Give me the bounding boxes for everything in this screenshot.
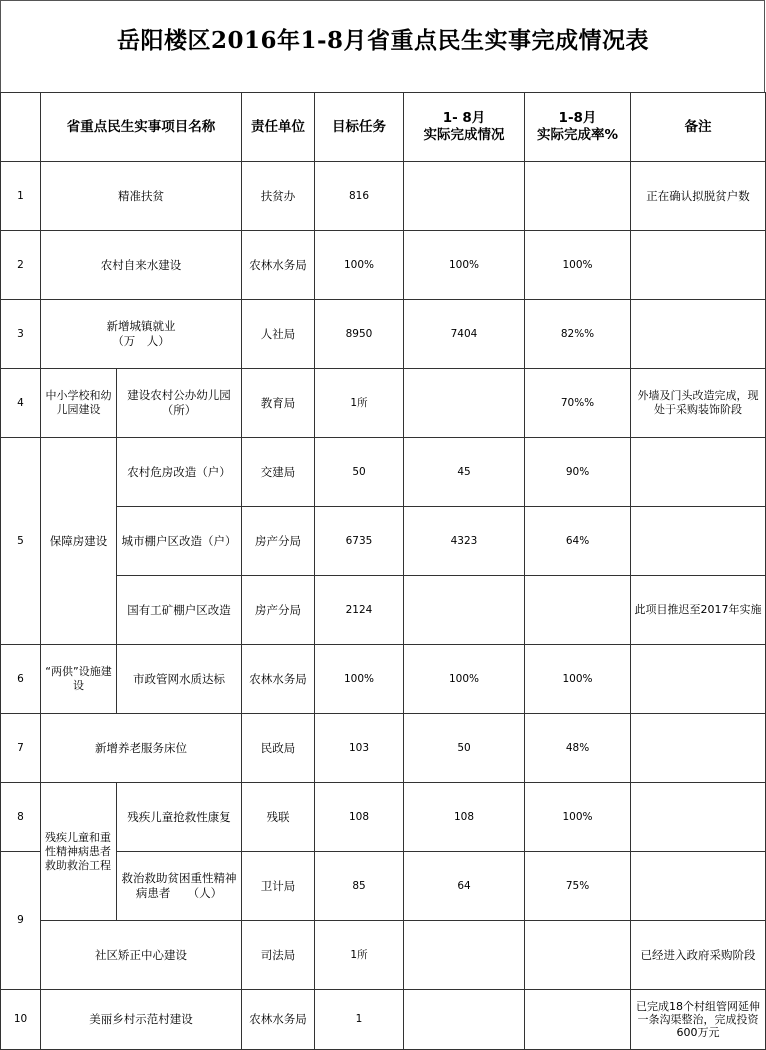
project-name: 建设农村公办幼儿园（所） [117,369,242,438]
row-number: 4 [1,369,41,438]
rate-cell [525,921,631,990]
target-cell: 100% [315,645,404,714]
row-number: 8 [1,783,41,852]
note-cell: 已经进入政府采购阶段 [631,921,766,990]
table-row [1,438,766,507]
dept-cell: 扶贫办 [242,162,315,231]
rate-cell: 100% [525,645,631,714]
rate-cell: 82%% [525,300,631,369]
rate-cell [525,162,631,231]
target-cell: 50 [315,438,404,507]
dept-cell: 农林水务局 [242,231,315,300]
header-target: 目标任务 [315,93,404,162]
dept-cell: 残联 [242,783,315,852]
note-cell [631,645,766,714]
actual-cell: 64 [404,852,525,921]
note-cell: 已完成18个村组管网延伸一条沟渠整治，完成投资600万元 [631,990,766,1050]
table-row [1,783,766,852]
actual-cell: 100% [404,231,525,300]
project-name: 精准扶贫 [41,162,242,231]
project-group: “两供”设施建设 [41,645,117,714]
note-cell [631,783,766,852]
rate-cell: 100% [525,783,631,852]
actual-cell [404,576,525,645]
row-number: 6 [1,645,41,714]
header-actual-line2: 实际完成情况 [423,127,505,143]
project-name: 救治救助贫困重性精神病患者 （人） [117,852,242,921]
project-name: 国有工矿棚户区改造 [117,576,242,645]
header-index [1,93,41,162]
rate-cell: 90% [525,438,631,507]
actual-cell: 7404 [404,300,525,369]
row-number: 2 [1,231,41,300]
actual-cell: 4323 [404,507,525,576]
project-name [41,300,242,369]
target-cell: 8950 [315,300,404,369]
header-dept: 责任单位 [242,93,315,162]
header-actual [404,93,525,162]
header-note: 备注 [631,93,766,162]
table-row [1,300,766,369]
actual-cell [404,990,525,1050]
actual-cell: 100% [404,645,525,714]
rate-cell [525,576,631,645]
project-group: 保障房建设 [41,438,117,645]
dept-cell: 卫计局 [242,852,315,921]
header-row [1,93,766,162]
note-cell [631,507,766,576]
project-name: 农村危房改造（户） [117,438,242,507]
actual-cell [404,162,525,231]
row-number: 10 [1,990,41,1050]
target-cell: 6735 [315,507,404,576]
project-name: 新增养老服务床位 [41,714,242,783]
table-row [1,645,766,714]
dept-cell: 房产分局 [242,507,315,576]
actual-cell [404,921,525,990]
header-name: 省重点民生实事项目名称 [41,93,242,162]
rate-cell: 48% [525,714,631,783]
target-cell: 2124 [315,576,404,645]
table-row [1,369,766,438]
actual-cell: 108 [404,783,525,852]
project-name: 美丽乡村示范村建设 [41,990,242,1050]
actual-cell: 45 [404,438,525,507]
row-number: 7 [1,714,41,783]
project-group: 中小学校和幼儿园建设 [41,369,117,438]
target-cell: 816 [315,162,404,231]
dept-cell: 人社局 [242,300,315,369]
actual-cell [404,369,525,438]
note-cell [631,438,766,507]
livelihood-projects-table [0,92,766,1050]
row-number: 3 [1,300,41,369]
page-title: 岳阳楼区2016年1-8月省重点民生实事完成情况表 [116,27,650,54]
table-row [1,162,766,231]
note-cell [631,231,766,300]
project-group: 残疾儿童和重性精神病患者救助救治工程 [41,783,117,921]
header-actual-line1: 1- 8月 [442,110,486,126]
target-cell: 1 [315,990,404,1050]
project-name: 市政管网水质达标 [117,645,242,714]
table-row [1,990,766,1050]
dept-cell: 交建局 [242,438,315,507]
actual-cell: 50 [404,714,525,783]
rate-cell: 64% [525,507,631,576]
note-cell [631,300,766,369]
dept-cell: 房产分局 [242,576,315,645]
table-row [1,714,766,783]
header-rate-line1: 1-8月 [558,110,597,126]
project-name-line2: （万 人） [112,334,170,348]
dept-cell: 教育局 [242,369,315,438]
header-rate-line2: 实际完成率% [536,127,619,143]
rate-cell [525,990,631,1050]
project-name: 农村自来水建设 [41,231,242,300]
target-cell: 1所 [315,369,404,438]
row-number: 9 [1,852,41,990]
note-cell [631,852,766,921]
row-number: 5 [1,438,41,645]
dept-cell: 司法局 [242,921,315,990]
project-name: 城市棚户区改造（户） [117,507,242,576]
note-cell [631,714,766,783]
project-name: 残疾儿童抢救性康复 [117,783,242,852]
project-name-line1: 新增城镇就业 [106,319,176,333]
note-cell: 此项目推迟至2017年实施 [631,576,766,645]
rate-cell: 70%% [525,369,631,438]
header-rate [525,93,631,162]
rate-cell: 100% [525,231,631,300]
row-number: 1 [1,162,41,231]
note-cell: 外墙及门头改造完成，现处于采购装饰阶段 [631,369,766,438]
target-cell: 85 [315,852,404,921]
dept-cell: 农林水务局 [242,645,315,714]
table-row [1,921,766,990]
target-cell: 100% [315,231,404,300]
table-row [1,231,766,300]
target-cell: 1所 [315,921,404,990]
target-cell: 103 [315,714,404,783]
target-cell: 108 [315,783,404,852]
note-cell: 正在确认拟脱贫户数 [631,162,766,231]
project-name: 社区矫正中心建设 [41,921,242,990]
dept-cell: 农林水务局 [242,990,315,1050]
dept-cell: 民政局 [242,714,315,783]
rate-cell: 75% [525,852,631,921]
